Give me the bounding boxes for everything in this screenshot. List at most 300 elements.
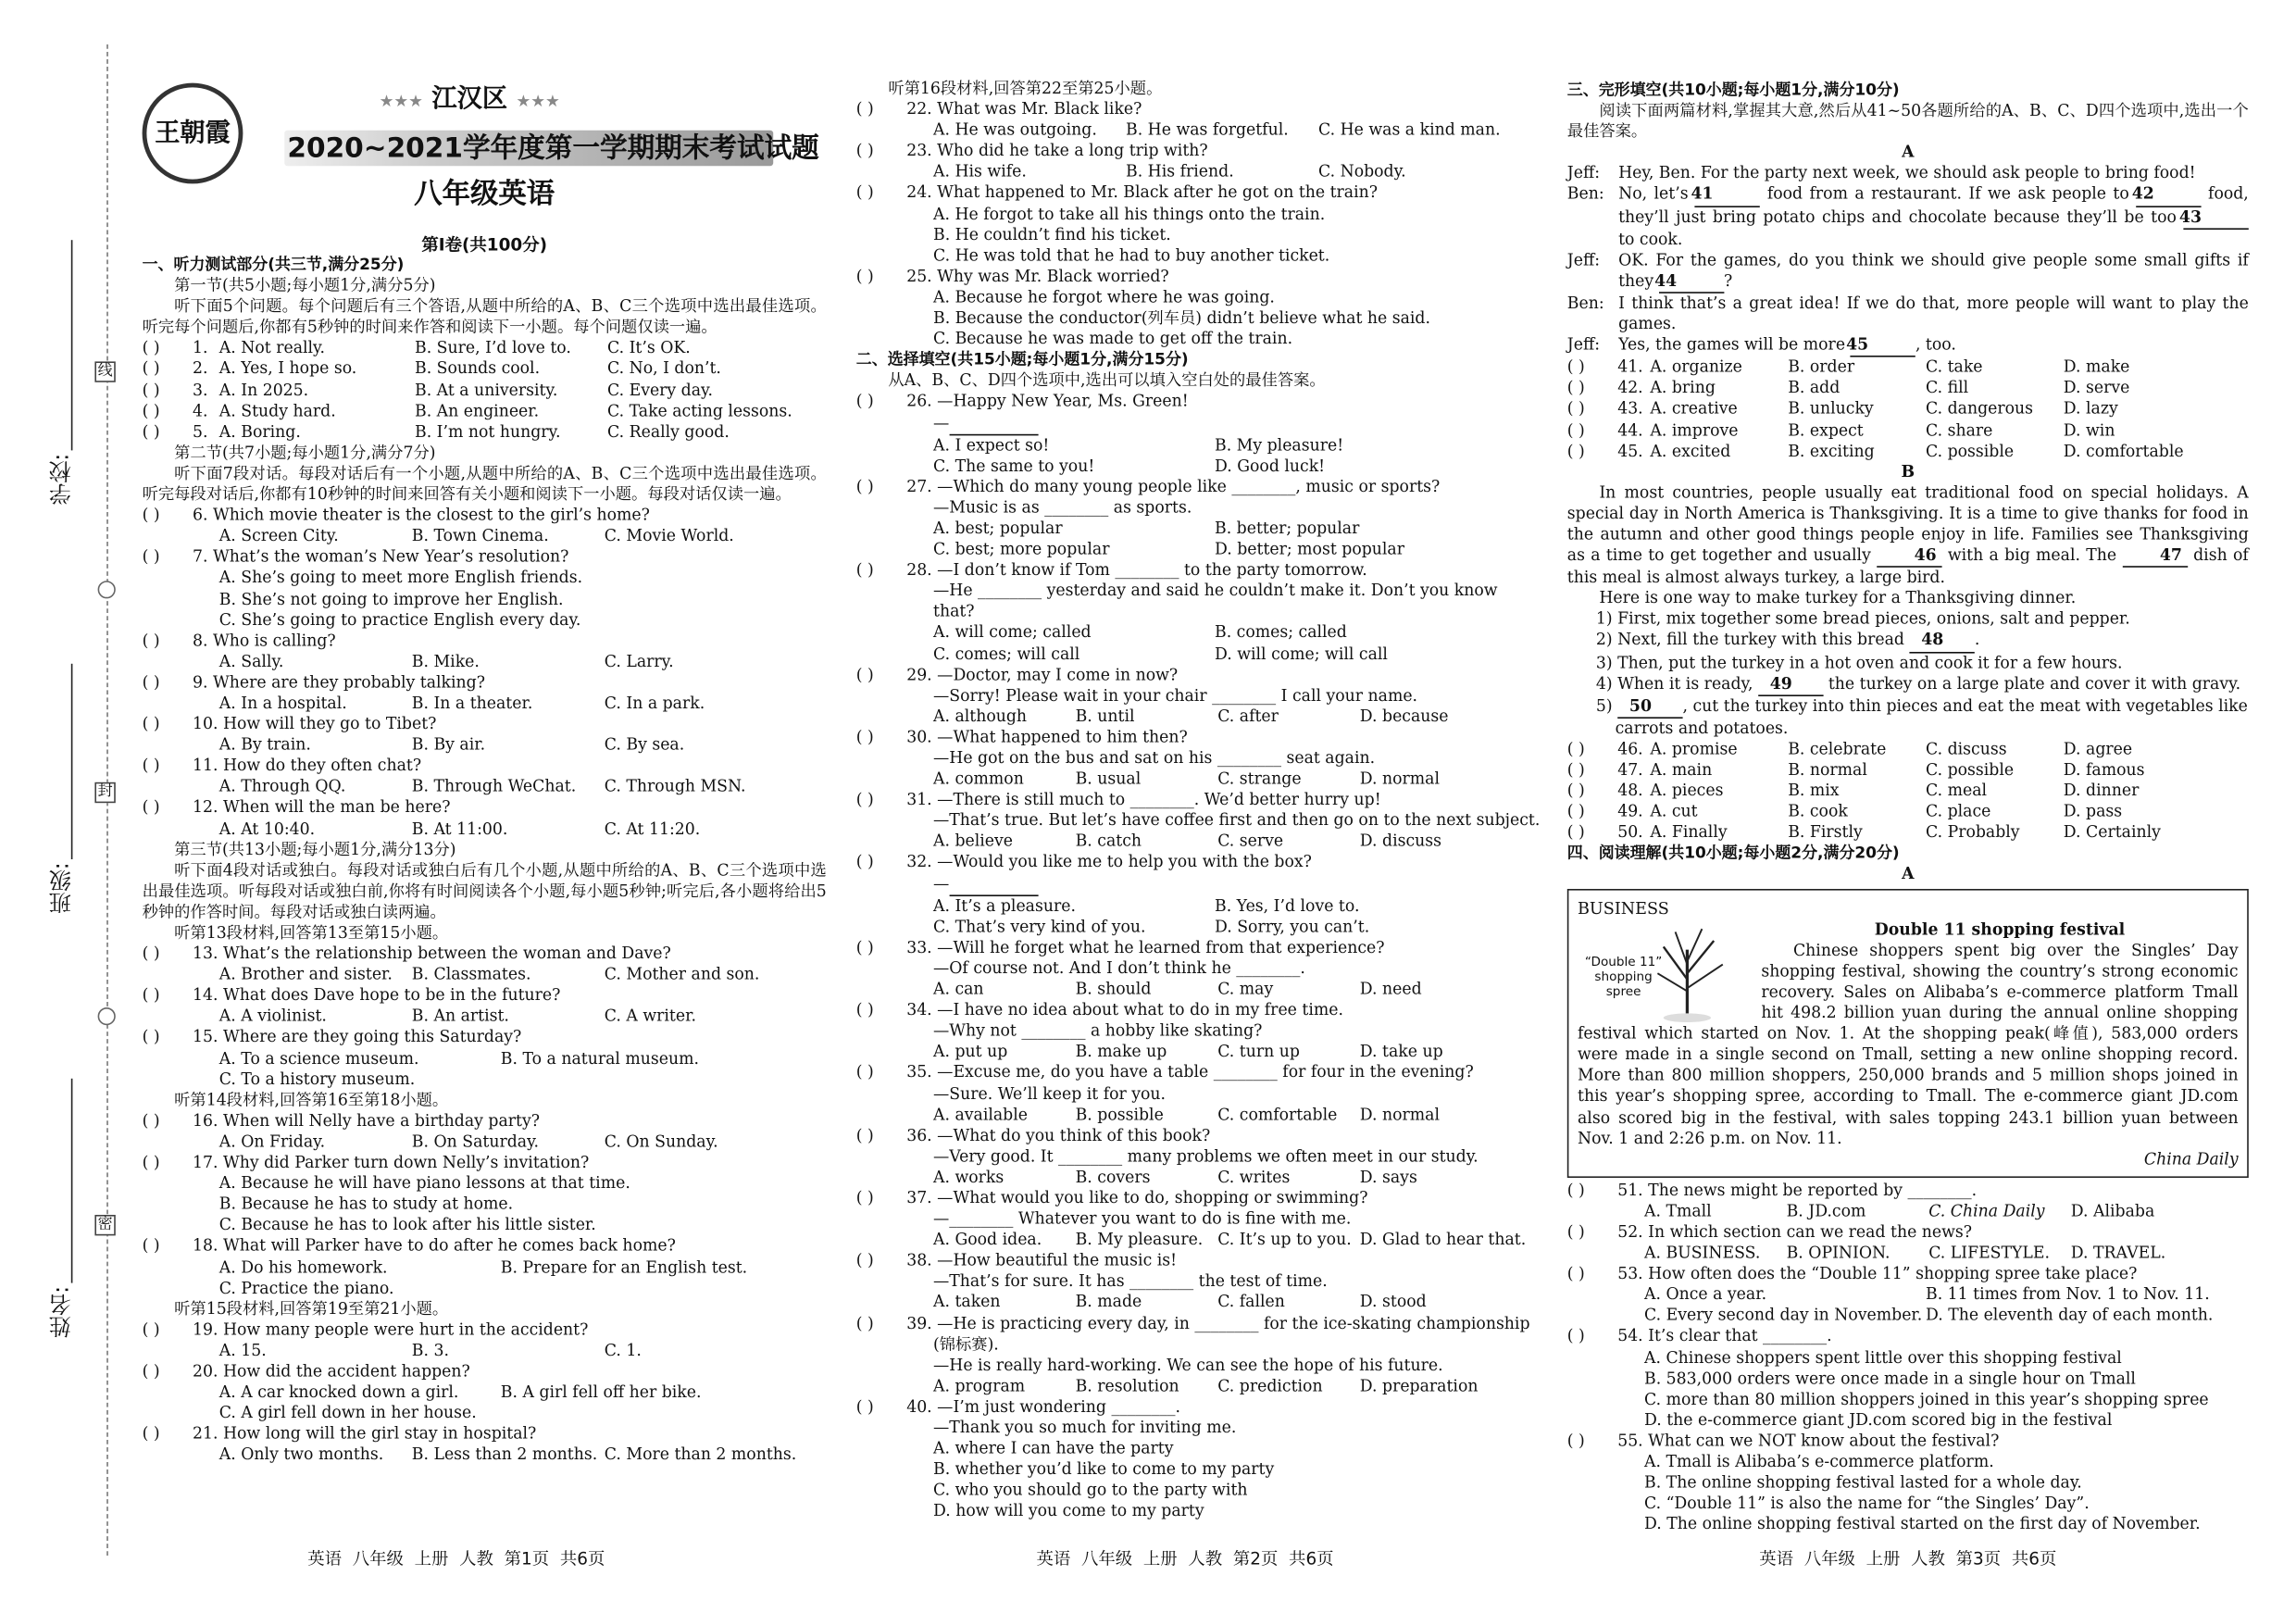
question-number: 36. (906, 1125, 932, 1145)
answer-bracket: ( ) (1566, 1326, 1585, 1346)
answer-bracket: ( ) (142, 1110, 160, 1131)
question-stem: ( ) 7. What’s the woman’s New Year’s resolution? (142, 546, 569, 567)
answer-bracket: ( ) (142, 797, 160, 818)
option: C. turn up (1217, 1042, 1300, 1062)
answer-bracket: ( ) (1566, 1221, 1585, 1242)
question-number: 28. (906, 560, 932, 580)
cloze-option-row (1567, 357, 2249, 379)
question-stem: ( ) 11. How do they often chat? (142, 756, 422, 776)
question-number: 30. (906, 727, 932, 747)
option: C. comes; will call (933, 644, 1080, 664)
question-number: 33. (906, 937, 932, 957)
option-line: B. whether you’d like to come to my party (933, 1459, 1275, 1480)
answer-blank-line: — (856, 873, 1538, 895)
option: C. Every second day in November. (1644, 1306, 1923, 1325)
question-stem: ( ) 6. Which movie theater is the closest to the girl’s home? (142, 505, 650, 525)
directions: 听第14段材料,回答第16至第18小题。 (174, 1090, 449, 1109)
option: A. Study hard. (218, 401, 336, 420)
question-stem: ( ) 21. How long will the girl stay in hospital? (142, 1424, 537, 1444)
option-row (856, 706, 1538, 728)
exam-title: 2020~2021学年度第一学期期末考试试题 (287, 133, 819, 165)
cloze-options-a (1567, 357, 2249, 462)
option: C. More than 2 months. (604, 1444, 797, 1465)
news-section-label: BUSINESS (1578, 898, 1669, 919)
answer-bracket: ( ) (855, 727, 874, 747)
question-number: 45. (1617, 441, 1643, 460)
option: A. I expect so! (933, 434, 1050, 455)
option: A. To a science museum. (218, 1048, 419, 1068)
question-number: 42. (1617, 378, 1643, 398)
reading-questions (1567, 1181, 2249, 1535)
option: B. Less than 2 months. (411, 1444, 598, 1465)
option: B. A girl fell off her bike. (500, 1382, 702, 1402)
option: A. Finally (1650, 822, 1728, 843)
page-footer-3: 英语 八年级 上册 人教 第3页 共6页 (1759, 1548, 2057, 1569)
option: C. In a park. (604, 693, 705, 713)
question-number: 2. (193, 358, 208, 379)
option: D. make (2063, 356, 2130, 377)
answer-bracket: ( ) (142, 401, 160, 420)
option-row (143, 1382, 827, 1404)
option-row (856, 540, 1538, 561)
question-number: 23. (906, 141, 932, 161)
option: C. dangerous (1926, 399, 2033, 419)
option: B. He was forgetful. (1126, 119, 1289, 140)
answer-bracket: ( ) (855, 937, 874, 957)
section-heading: 一、听力测试部分(共三节,满分25分) (142, 256, 405, 274)
directions: 听第15段材料,回答第19至第21小题。 (174, 1298, 449, 1319)
news-body: Chinese shoppers spent big over the Singles’ Day shopping festival, showing the country’s strong economic recovery. Sales on Alibaba’s e-commerce platform Tmall hit 498.2 billion yuan during the annual online shopping festival which started on Nov. 1. At the shopping peak(峰值), 583,000 orders were made in a single second on Tmall, setting a new online shopping record. More than 800 million shoppers, 250,000 brands and 5 million shops joined in this year’s shopping spree, according to Tmall. The e-commerce giant JD.com also scored big in the festival, with sales topping 243.1 billion yuan between Nov. 1 and 2:26 p.m. on Nov. 11. (1578, 940, 2239, 1148)
news-image (1578, 919, 1753, 1023)
option: A. bring (1650, 378, 1716, 398)
answer-bracket: ( ) (142, 358, 160, 379)
option: C. take (1926, 356, 1983, 377)
answer-blank-line: — (856, 413, 1538, 435)
question-number: 26. (906, 392, 932, 411)
option: B. make up (1075, 1042, 1167, 1062)
question-number: 1. (193, 338, 208, 358)
directions: 听下面7段对话。每段对话后有一个小题,从题中所给的A、B、C三个选项中选出最佳选项。听完每段对话后,你都有10秒钟的时间来回答有关小题和阅读下一小题。每段对话仅读一遍。 (142, 463, 827, 505)
cloze-directions: 阅读下面两篇材料,掌握其大意,然后从41~50各题所给的A、B、C、D四个选项中,选出一个最佳答案。 (1566, 100, 2249, 142)
answer-bracket: ( ) (1566, 822, 1585, 843)
question-number: 10. (193, 714, 218, 734)
question-stem: ( ) 9. Where are they probably talking? (142, 672, 485, 692)
option: C. A writer. (604, 1007, 696, 1026)
option: A. can (933, 979, 984, 999)
option: B. usual (1075, 769, 1142, 789)
question-number: 8. (193, 631, 208, 650)
option-row (143, 1445, 827, 1467)
option: D. better; most popular (1215, 539, 1404, 559)
question-number: 13. (193, 944, 218, 964)
question-stem: ( ) 53. How often does the “Double 11” shopping spree take place? (1566, 1264, 2138, 1283)
binding-margin (0, 0, 133, 1613)
answer-bracket: ( ) (855, 266, 874, 286)
option: A. Only two months. (218, 1444, 384, 1465)
option: C. Probably (1926, 822, 2020, 843)
option-row (856, 1376, 1538, 1397)
answer-bracket: ( ) (142, 985, 160, 1006)
option: B. celebrate (1788, 739, 1887, 759)
option: B. cook (1788, 801, 1848, 821)
cloze-option-row (1567, 802, 2249, 823)
question-number: 49. (1617, 801, 1643, 821)
option: A. put up (933, 1042, 1008, 1062)
option: A. A car knocked down a girl. (218, 1382, 459, 1402)
option: B. An artist. (411, 1007, 509, 1026)
cloze-blank-45: 45 (1851, 335, 1915, 357)
option-line: C. He was told that he had to buy another ticket. (933, 245, 1330, 265)
answer-bracket: ( ) (142, 1027, 160, 1047)
question-number: 3. (193, 380, 208, 400)
option-line: C. “Double 11” is also the name for “the Singles’ Day”. (1644, 1494, 2090, 1513)
answer-bracket: ( ) (1566, 1264, 1585, 1283)
question-number: 12. (193, 797, 218, 818)
option-row (143, 694, 827, 715)
option: D. take up (1359, 1042, 1443, 1062)
option: B. made (1075, 1292, 1142, 1312)
question-stem: ( ) 52. In which section can we read the news? (1566, 1221, 1973, 1242)
option-line: —Thank you so much for inviting me. (933, 1418, 1237, 1437)
option: A. Do his homework. (218, 1257, 388, 1277)
cloze-passage-b-label: B (1901, 461, 1915, 481)
directions: 第三节(共13小题;每小题1分,满分13分) (174, 839, 456, 859)
question-number: 24. (906, 182, 932, 203)
subject-title: 八年级英语 (414, 178, 555, 211)
question-stem: ( ) 51. The news might be reported by ________. (1566, 1180, 1978, 1200)
dialog-line: Ben: No, let’s 41 food from a restaurant. If we ask people to 42 food, they’ll just bring potato chips and chocolate because they’ll be too 43 to cook. (1566, 184, 2249, 249)
question-stem: ( ) 14. What does Dave hope to be in the future? (142, 985, 561, 1006)
class-label: 班级: (47, 862, 74, 915)
seal-char-seal: 封 (94, 782, 115, 803)
option: C. Mother and son. (604, 964, 760, 984)
option: A. 15. (218, 1340, 267, 1360)
directions: 从A、B、C、D四个选项中,选出可以填入空白处的最佳答案。 (888, 370, 1326, 391)
option: D. need (1359, 979, 1422, 999)
option: C. At 11:20. (604, 819, 701, 838)
question-stem: ( ) 10. How will they go to Tibet? (142, 714, 437, 734)
cloze-blank-41: 41 (1695, 184, 1760, 206)
option: D. normal (1359, 1104, 1441, 1124)
question-stem: ( ) 20. How did the accident happen? (142, 1361, 470, 1382)
question-stem: ( ) 13. What’s the relationship between the woman and Dave? (142, 944, 671, 964)
question-stem: ( ) 39. —He is practicing every day, in ________ for the ice-skating championship (855, 1313, 1530, 1333)
option: A. Brother and sister. (218, 964, 393, 984)
option: A. improve (1650, 419, 1739, 440)
option-line: —Very good. It ________ many problems we often meet in our study. (933, 1146, 1479, 1166)
cloze-passage-b: In most countries, people usually eat traditional food on special holidays. A special day in North America is Thanksgiving. It is a time to give thanks for food in the autumn and other good things people enjoy in life. Families see Thanksgiving as a time to get together and usually 46 with a big meal. The 47 dish of this meal is almost always turkey, a large bird. (1566, 482, 2249, 587)
question-stem: ( ) 55. What can we NOT know about the festival? (1566, 1431, 2000, 1451)
question-number: 15. (193, 1027, 218, 1047)
option-line: C. who you should go to the party with (933, 1480, 1248, 1500)
option: A. excited (1650, 441, 1731, 460)
option: A. It’s a pleasure. (933, 895, 1076, 916)
option: A. although (933, 706, 1028, 726)
school-blank-line (71, 240, 73, 450)
answer-bracket: ( ) (142, 1361, 160, 1382)
cloze-steps (1567, 609, 2249, 739)
answer-bracket: ( ) (142, 421, 160, 442)
option: A. Yes, I hope so. (218, 358, 357, 379)
option: D. Certainly (2063, 822, 2161, 843)
answer-bracket: ( ) (142, 714, 160, 734)
option: A. Through QQ. (218, 776, 346, 796)
question-number: 54. (1617, 1326, 1643, 1346)
cloze-option-row (1567, 379, 2249, 400)
option: A. creative (1650, 399, 1738, 419)
option-row (856, 1105, 1538, 1126)
option: B. better; popular (1215, 518, 1360, 538)
option-row (143, 1048, 827, 1069)
option: C. China Daily (1928, 1201, 2045, 1221)
option: B. Firstly (1788, 822, 1863, 843)
question-with-options (143, 359, 827, 381)
news-title: Double 11 shopping festival (1874, 919, 2126, 939)
option-line: D. how will you come to my party (933, 1501, 1204, 1521)
option-row (143, 965, 827, 986)
recipe-step: 5) 50 , cut the turkey into thin pieces and eat the meat with vegetables like carrots and potatoes. (1595, 695, 2248, 738)
option-line: —He ________ yesterday and said he couldn’t make it. Don’t you know (933, 581, 1498, 601)
question-stem: ( ) 30. —What happened to him then? (855, 727, 1188, 747)
option: A. At 10:40. (218, 819, 316, 838)
recipe-step: 4) When it is ready, 49 the turkey on a large plate and cover it with gravy. (1567, 673, 2249, 695)
option: D. The eleventh day of each month. (1926, 1306, 2214, 1325)
option: A. His wife. (933, 162, 1027, 181)
question-number: 25. (906, 266, 932, 286)
speaker: Jeff: (1566, 334, 1601, 355)
question-stem: ( ) 27. —Which do many young people like ________, music or sports? (855, 476, 1441, 496)
answer-bracket: ( ) (1566, 356, 1585, 377)
option: C. fill (1926, 378, 1969, 398)
option: B. Town Cinema. (411, 526, 549, 546)
option: C. comfortable (1217, 1104, 1338, 1124)
option: C. 1. (604, 1340, 642, 1360)
answer-bracket: ( ) (855, 664, 874, 684)
option: A. promise (1650, 739, 1738, 759)
option-row (143, 1007, 827, 1028)
option-row (143, 777, 827, 798)
question-stem: ( ) 35. —Excuse me, do you have a table ________ for four in the evening? (855, 1062, 1474, 1082)
blank (949, 413, 1038, 435)
option: B. Classmates. (411, 964, 531, 984)
cloze-dialog (1567, 164, 2249, 357)
cloze-option-row (1567, 420, 2249, 442)
option: D. dinner (2063, 781, 2140, 801)
seal-char-secret: 密 (94, 1215, 115, 1235)
cloze-option-row (1567, 781, 2249, 802)
question-number: 48. (1617, 781, 1643, 801)
option-row (143, 652, 827, 673)
option: D. pass (2063, 801, 2123, 821)
option-row (856, 623, 1538, 644)
option: C. No, I don’t. (607, 358, 721, 379)
question-with-options (143, 338, 827, 359)
directions: 听下面4段对话或独白。每段对话或独白后有几个小题,从题中所给的A、B、C三个选项中选出最佳选项。听每段对话或独白前,你将有时间阅读各个小题,每小题5秒钟;听完后,各小题将给出5秒钟的作答时间。每段对话或独白读两遍。 (142, 860, 827, 922)
question-number: 18. (193, 1236, 218, 1256)
option: A. Once a year. (1644, 1284, 1767, 1305)
dialog-line: Jeff: Hey, Ben. For the party next week, we should ask people to bring food! (1566, 163, 2196, 183)
question-number: 27. (906, 476, 932, 496)
option: C. On Sunday. (604, 1132, 718, 1152)
option: A. Screen City. (218, 526, 339, 546)
answer-bracket: ( ) (142, 944, 160, 964)
option: D. Good luck! (1215, 456, 1326, 476)
option: A. On Friday. (218, 1132, 326, 1152)
answer-bracket: ( ) (1566, 1180, 1585, 1200)
option: A. works (933, 1167, 1004, 1187)
question-number: 39. (906, 1313, 932, 1333)
option: A. will come; called (933, 622, 1092, 643)
option: B. On Saturday. (411, 1132, 540, 1152)
option: B. By air. (411, 734, 486, 755)
question-stem: ( ) 18. What will Parker have to do after he comes back home? (142, 1236, 676, 1256)
column-3 (1567, 80, 2249, 1535)
option-row (856, 832, 1538, 853)
speaker: Jeff: (1566, 250, 1601, 269)
option: B. My pleasure. (1075, 1230, 1204, 1250)
option-row (856, 519, 1538, 540)
option: A. main (1650, 759, 1713, 780)
option: B. add (1788, 378, 1841, 398)
question-number: 21. (193, 1424, 218, 1444)
option-line: —That’s true. But let’s have coffee first and then go on to the next subject. (933, 810, 1541, 831)
option: B. I’m not hungry. (415, 421, 561, 442)
speaker: Jeff: (1566, 163, 1601, 183)
option: B. In a theater. (411, 693, 533, 713)
brand-logo: 王朝霞 (143, 83, 243, 184)
option: C. Really good. (607, 421, 730, 442)
option: B. 3. (411, 1340, 449, 1360)
option: C. It’s OK. (607, 338, 691, 358)
option-row (1567, 1285, 2249, 1307)
question-stem: ( ) 28. —I don’t know if Tom ________ to the party tomorrow. (855, 560, 1367, 580)
option: A. cut (1650, 801, 1698, 821)
answer-bracket: ( ) (142, 338, 160, 358)
question-number: 40. (906, 1396, 932, 1417)
option: B. normal (1788, 759, 1867, 780)
option-line: C. To a history museum. (218, 1069, 416, 1089)
option-line: —Sorry! Please wait in your chair ________ I call your name. (933, 685, 1418, 706)
option: B. unlucky (1788, 399, 1874, 419)
option-line: B. He couldn’t find his ticket. (933, 224, 1171, 244)
option: B. Through WeChat. (411, 776, 577, 796)
option-line: C. Because he was made to get off the train. (933, 329, 1293, 349)
option-row (856, 162, 1538, 183)
question-number: 51. (1617, 1180, 1643, 1200)
option: B. Prepare for an English test. (500, 1257, 748, 1277)
answer-bracket: ( ) (1566, 801, 1585, 821)
option: D. Alibaba (2070, 1201, 2155, 1221)
answer-bracket: ( ) (142, 1319, 160, 1340)
option-row (143, 1341, 827, 1362)
cloze-blank-43: 43 (2183, 206, 2248, 229)
question-stem: ( ) 33. —Will he forget what he learned from that experience? (855, 937, 1385, 957)
option-row (856, 435, 1538, 456)
option: D. comfortable (2063, 441, 2184, 460)
binding-hole-mark (98, 581, 116, 598)
section-heading: 二、选择填空(共15小题;每小题1分,满分15分) (855, 351, 1189, 369)
name-blank-line (71, 1079, 73, 1283)
question-number: 53. (1617, 1264, 1643, 1283)
question-number: 7. (193, 546, 208, 567)
question-stem: ( ) 25. Why was Mr. Black worried? (855, 266, 1169, 286)
option: A. best; popular (933, 518, 1063, 538)
cloze-blank-46: 46 (1877, 545, 1941, 568)
option: B. should (1075, 979, 1152, 999)
option: B. OPINION. (1786, 1243, 1890, 1263)
binding-hole-mark (98, 1007, 116, 1025)
question-stem: ( ) 22. What was Mr. Black like? (855, 99, 1142, 119)
answer-bracket: ( ) (1566, 781, 1585, 801)
question-stem: ( ) 40. —I’m just wondering ________. (855, 1396, 1181, 1417)
question-number: 4. (193, 401, 208, 420)
option-row (143, 1257, 827, 1279)
option: A. In a hospital. (218, 693, 347, 713)
question-stem: ( ) 54. It’s clear that ________. (1566, 1326, 1832, 1346)
option-line: —Why not ________ a hobby like skating? (933, 1020, 1263, 1041)
answer-bracket: ( ) (855, 476, 874, 496)
option-line: —________ Whatever you want to do is fine with me. (933, 1208, 1352, 1229)
question-number: 38. (906, 1250, 932, 1270)
answer-bracket: ( ) (855, 141, 874, 161)
cloze-blank-48: 48 (1909, 631, 1974, 653)
option: C. possible (1926, 759, 2015, 780)
option: A. In 2025. (218, 380, 309, 400)
option-line: D. the e-commerce giant JD.com scored big in the festival (1644, 1409, 2113, 1430)
option-line: —Music is as ________ as sports. (933, 497, 1192, 518)
cloze-option-row (1567, 399, 2249, 420)
question-number: 46. (1617, 739, 1643, 759)
option-line: A. She’s going to meet more English friends. (218, 568, 583, 588)
answer-bracket: ( ) (142, 1424, 160, 1444)
option-line: C. Because he has to look after his little sister. (218, 1215, 596, 1235)
option: C. Larry. (604, 651, 674, 671)
answer-bracket: ( ) (855, 852, 874, 872)
option: D. preparation (1359, 1376, 1479, 1395)
option: C. may (1217, 979, 1274, 999)
cloze-blank-50: 50 (1617, 696, 1682, 719)
option-line: C. She’s going to practice English every day. (218, 609, 581, 630)
directions: 听下面5个问题。每个问题后有三个答语,从题中所给的A、B、C三个选项中选出最佳选项。听完每个问题后,你都有5秒钟的时间来作答和阅读下一小题。每个问题仅读一遍。 (142, 296, 827, 337)
option: C. Through MSN. (604, 776, 746, 796)
option-line: B. She’s not going to improve her English. (218, 589, 564, 608)
option-line: A. where I can have the party (933, 1438, 1174, 1458)
part-one-title: 第Ⅰ卷(共100分) (421, 233, 548, 256)
option-line: B. The online shopping festival lasted for a whole day. (1644, 1472, 2082, 1493)
question-number: 11. (193, 756, 218, 776)
question-with-options (143, 422, 827, 444)
option: A. Boring. (218, 421, 301, 442)
option-row (856, 980, 1538, 1001)
question-number: 44. (1617, 419, 1643, 440)
district-line: ★★★ 江汉区 ★★★ (379, 84, 560, 115)
option-line: B. Because the conductor(列车员) didn’t believe what he said. (933, 307, 1430, 328)
answer-bracket: ( ) (855, 182, 874, 203)
cloze-blank-47: 47 (2122, 545, 2187, 568)
option: D. normal (1359, 769, 1441, 789)
option-line: A. Tmall is Alibaba’s e-commerce platform. (1644, 1452, 1994, 1471)
dialog-line: Jeff: Yes, the games will be more 45 , too. (1567, 335, 2249, 357)
option-line: C. Practice the piano. (218, 1278, 394, 1297)
option-line: D. The online shopping festival started on the first day of November. (1644, 1514, 2201, 1534)
option: B. exciting (1788, 441, 1875, 460)
answer-bracket: ( ) (1566, 399, 1585, 419)
cloze-option-row (1567, 822, 2249, 844)
option: C. discuss (1926, 739, 2007, 759)
question-number: 35. (906, 1062, 932, 1082)
page-footer-1: 英语 八年级 上册 人教 第1页 共6页 (307, 1548, 605, 1569)
question-stem: ( ) 29. —Doctor, may I come in now? (855, 664, 1179, 684)
